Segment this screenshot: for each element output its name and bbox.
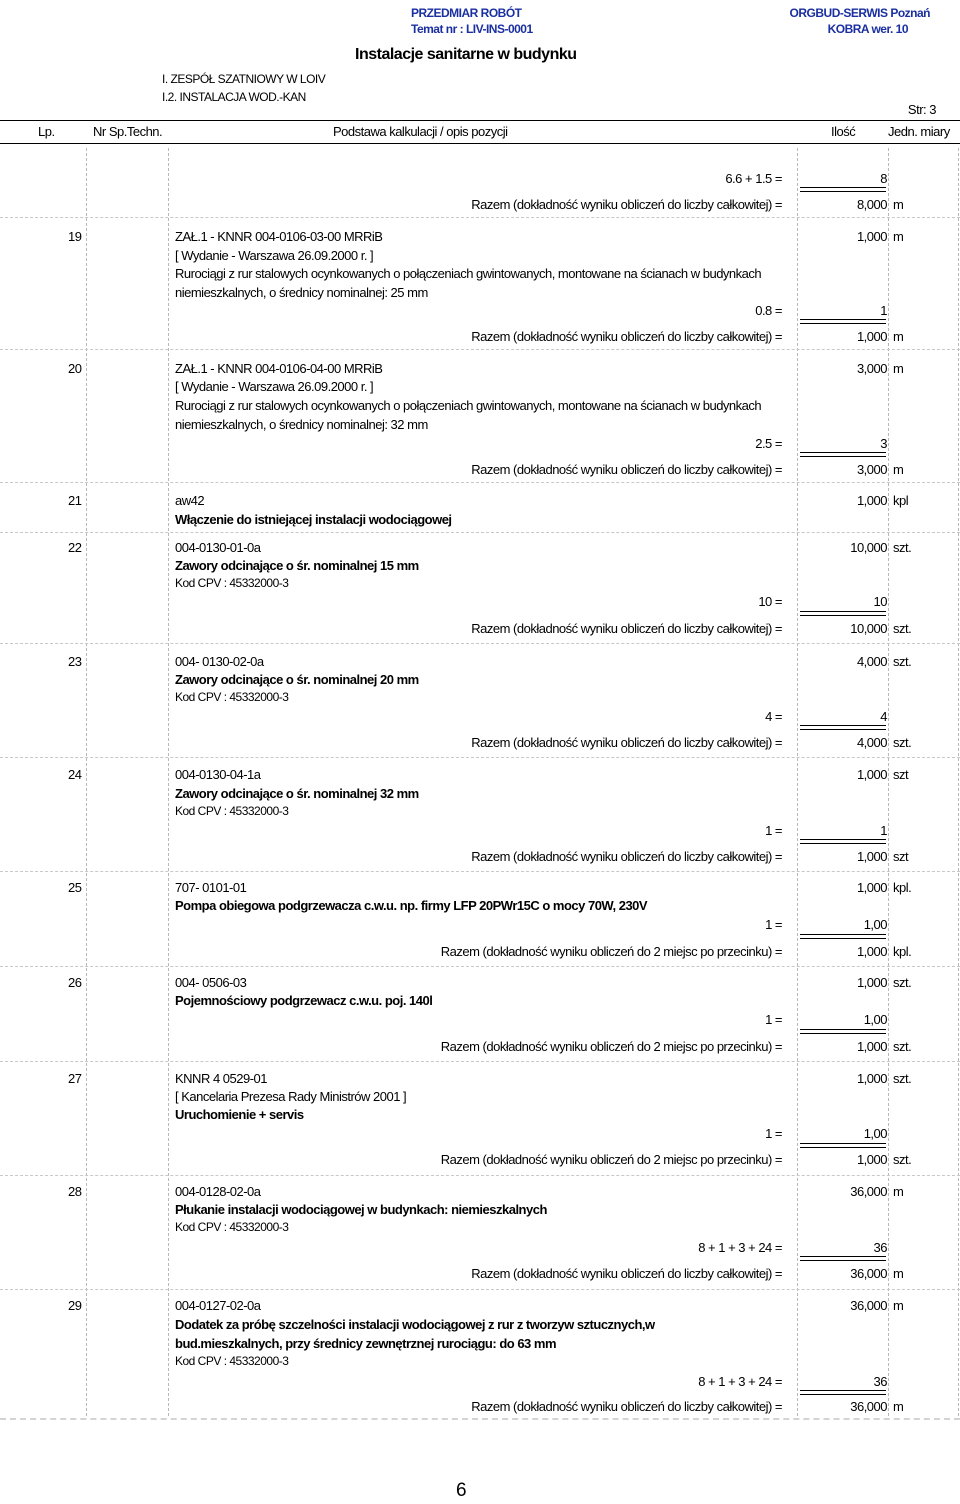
row-separator bbox=[0, 1175, 960, 1176]
item-code: 004- 0130-02-0a bbox=[175, 654, 264, 669]
calc-result: 10 bbox=[873, 594, 887, 609]
razem-quantity: 1,000 bbox=[856, 329, 887, 344]
razem-quantity: 10,000 bbox=[850, 621, 887, 636]
item-description: Dodatek za próbę szczelności instalacji wodociągowej z rur z tworzyw sztucznych,w bud.mieszkalnych, przy średnicy zewnętrznej rurociągu: do 63 mm bbox=[175, 1317, 655, 1351]
row-separator bbox=[0, 871, 960, 872]
page-number: 6 bbox=[456, 1480, 467, 1501]
sum-rule bbox=[800, 1390, 886, 1395]
item-quantity: 1,000 bbox=[856, 880, 887, 895]
calc-expression: 8 + 1 + 3 + 24 = bbox=[698, 1240, 782, 1255]
item-quantity: 10,000 bbox=[850, 540, 887, 555]
sum-rule bbox=[800, 934, 886, 939]
sum-rule bbox=[800, 611, 886, 616]
item-lp: 26 bbox=[68, 975, 82, 990]
item-unit: szt bbox=[893, 767, 909, 782]
row-separator bbox=[0, 1061, 960, 1062]
razem-unit: kpl. bbox=[893, 944, 912, 959]
sum-rule bbox=[800, 839, 886, 844]
razem-unit: szt bbox=[893, 849, 909, 864]
item-lp: 29 bbox=[68, 1298, 82, 1313]
company-name: ORGBUD-SERWIS Poznań bbox=[789, 6, 930, 20]
page-bottom-rule bbox=[0, 1418, 960, 1420]
razem-label: Razem (dokładność wyniku obliczeń do liczby całkowitej) = bbox=[471, 1399, 782, 1414]
item-lp: 28 bbox=[68, 1184, 82, 1199]
razem-unit: szt. bbox=[893, 1039, 912, 1054]
item-lp: 21 bbox=[68, 493, 82, 508]
item-quantity: 36,000 bbox=[850, 1298, 887, 1313]
razem-quantity: 1,000 bbox=[856, 1039, 887, 1054]
item-description: Uruchomienie + servis bbox=[175, 1107, 304, 1122]
razem-unit: m bbox=[893, 1399, 904, 1414]
item-cpv-code: Kod CPV : 45332000-3 bbox=[175, 804, 289, 818]
item-description: Płukanie instalacji wodociągowej w budynkach: niemieszkalnych bbox=[175, 1202, 547, 1217]
razem-unit: szt. bbox=[893, 621, 912, 636]
item-unit: kpl bbox=[893, 493, 909, 508]
item-reference: [ Wydanie - Warszawa 26.09.2000 r. ] bbox=[175, 248, 374, 263]
calc-result: 36 bbox=[873, 1240, 887, 1255]
item-code: aw42 bbox=[175, 493, 205, 508]
calc-result: 1 bbox=[880, 823, 887, 838]
item-cpv-code: Kod CPV : 45332000-3 bbox=[175, 576, 289, 590]
calc-expression: 4 = bbox=[765, 709, 782, 724]
razem-label: Razem (dokładność wyniku obliczeń do liczby całkowitej) = bbox=[471, 735, 782, 750]
group-label-2: I.2. INSTALACJA WOD.-KAN bbox=[162, 90, 306, 104]
row-separator bbox=[0, 966, 960, 967]
item-unit: szt. bbox=[893, 975, 912, 990]
item-lp: 27 bbox=[68, 1071, 82, 1086]
col-jedn: Jedn. miary bbox=[888, 124, 950, 139]
sum-rule bbox=[800, 319, 886, 324]
col-ilosc: Ilość bbox=[831, 124, 856, 139]
item-description: Zawory odcinające o śr. nominalnej 20 mm bbox=[175, 672, 419, 687]
item-lp: 20 bbox=[68, 361, 82, 376]
item-description: Zawory odcinające o śr. nominalnej 15 mm bbox=[175, 558, 419, 573]
razem-unit: szt. bbox=[893, 1152, 912, 1167]
razem-unit: m bbox=[893, 329, 904, 344]
calc-expression: 10 = bbox=[758, 594, 782, 609]
item-unit: m bbox=[893, 1298, 904, 1313]
row-separator bbox=[0, 757, 960, 758]
calc-expression: 1 = bbox=[765, 1012, 782, 1027]
razem-quantity: 36,000 bbox=[850, 1266, 887, 1281]
sum-rule bbox=[800, 1143, 886, 1148]
item-cpv-code: Kod CPV : 45332000-3 bbox=[175, 1354, 289, 1368]
item-quantity: 1,000 bbox=[856, 493, 887, 508]
item-quantity: 4,000 bbox=[856, 654, 887, 669]
row-separator bbox=[0, 482, 960, 483]
razem-label: Razem (dokładność wyniku obliczeń do liczby całkowitej) = bbox=[471, 329, 782, 344]
row-separator bbox=[0, 349, 960, 350]
calc-result: 36 bbox=[873, 1374, 887, 1389]
razem-unit: m bbox=[893, 1266, 904, 1281]
razem-label: Razem (dokładność wyniku obliczeń do liczby całkowitej) = bbox=[471, 849, 782, 864]
grid-col-divider bbox=[168, 148, 169, 1416]
razem-label: Razem (dokładność wyniku obliczeń do 2 miejsc po przecinku) = bbox=[440, 944, 782, 959]
razem-unit: m bbox=[893, 462, 904, 477]
item-unit: m bbox=[893, 1184, 904, 1199]
item-description: Rurociągi z rur stalowych ocynkowanych o połączeniach gwintowanych, montowane na ścianach w budynkach niemieszkalnych, o średnicy nominalnej: 32 mm bbox=[175, 398, 762, 432]
item-description: Rurociągi z rur stalowych ocynkowanych o połączeniach gwintowanych, montowane na ścianach w budynkach niemieszkalnych, o średnicy nominalnej: 25 mm bbox=[175, 266, 762, 300]
calc-expression: 2.5 = bbox=[755, 436, 782, 451]
item-code: 004-0130-04-1a bbox=[175, 767, 261, 782]
calc-expression: 8 + 1 + 3 + 24 = bbox=[698, 1374, 782, 1389]
grid-col-divider bbox=[888, 148, 889, 1416]
razem-label: Razem (dokładność wyniku obliczeń do liczby całkowitej) = bbox=[471, 1266, 782, 1281]
item-code: ZAŁ.1 - KNNR 004-0106-04-00 MRRiB bbox=[175, 361, 383, 376]
item-code: 707- 0101-01 bbox=[175, 880, 247, 895]
razem-quantity: 3,000 bbox=[856, 462, 887, 477]
calc-result: 3 bbox=[880, 436, 887, 451]
razem-label: Razem (dokładność wyniku obliczeń do liczby całkowitej) = bbox=[471, 197, 782, 212]
col-lp: Lp. bbox=[38, 124, 55, 139]
col-nr: Nr Sp.Techn. bbox=[93, 124, 163, 139]
item-reference: [ Kancelaria Prezesa Rady Ministrów 2001 ] bbox=[175, 1089, 407, 1104]
item-code: 004-0127-02-0a bbox=[175, 1298, 261, 1313]
page-label: Str: 3 bbox=[907, 102, 936, 117]
item-unit: m bbox=[893, 229, 904, 244]
project-topic: Temat nr : LIV-INS-0001 bbox=[411, 22, 533, 36]
item-unit: szt. bbox=[893, 1071, 912, 1086]
calc-result: 1 bbox=[880, 303, 887, 318]
grid-col-divider bbox=[958, 148, 959, 1416]
razem-unit: m bbox=[893, 197, 904, 212]
col-podstawa: Podstawa kalkulacji / opis pozycji bbox=[333, 124, 508, 139]
calc-result: 8 bbox=[880, 171, 887, 186]
razem-quantity: 8,000 bbox=[856, 197, 887, 212]
item-code: 004-0128-02-0a bbox=[175, 1184, 261, 1199]
item-quantity: 1,000 bbox=[856, 975, 887, 990]
sum-rule bbox=[800, 1256, 886, 1261]
razem-label: Razem (dokładność wyniku obliczeń do liczby całkowitej) = bbox=[471, 462, 782, 477]
item-code: KNNR 4 0529-01 bbox=[175, 1071, 267, 1086]
item-description: Pojemnościowy podgrzewacz c.w.u. poj. 140l bbox=[175, 993, 433, 1008]
item-reference: [ Wydanie - Warszawa 26.09.2000 r. ] bbox=[175, 379, 374, 394]
item-quantity: 1,000 bbox=[856, 767, 887, 782]
document-title: PRZEDMIAR ROBÓT bbox=[411, 6, 522, 20]
item-unit: kpl. bbox=[893, 880, 912, 895]
item-lp: 25 bbox=[68, 880, 82, 895]
sum-rule bbox=[800, 725, 886, 730]
row-separator bbox=[0, 1289, 960, 1290]
item-quantity: 1,000 bbox=[856, 1071, 887, 1086]
item-quantity: 1,000 bbox=[856, 229, 887, 244]
razem-label: Razem (dokładność wyniku obliczeń do 2 miejsc po przecinku) = bbox=[440, 1039, 782, 1054]
calc-result: 4 bbox=[880, 709, 887, 724]
item-code: 004-0130-01-0a bbox=[175, 540, 261, 555]
item-description: Zawory odcinające o śr. nominalnej 32 mm bbox=[175, 786, 419, 801]
sum-rule bbox=[800, 452, 886, 457]
item-lp: 19 bbox=[68, 229, 82, 244]
calc-result: 1,00 bbox=[863, 917, 887, 932]
calc-expression: 6.6 + 1.5 = bbox=[725, 171, 782, 186]
section-title: Instalacje sanitarne w budynku bbox=[355, 46, 577, 63]
calc-expression: 1 = bbox=[765, 1126, 782, 1141]
sum-rule bbox=[800, 1029, 886, 1034]
group-label-1: I. ZESPÓŁ SZATNIOWY W LOIV bbox=[162, 72, 326, 86]
item-unit: szt. bbox=[893, 540, 912, 555]
razem-label: Razem (dokładność wyniku obliczeń do 2 miejsc po przecinku) = bbox=[440, 1152, 782, 1167]
header-top-rule bbox=[0, 120, 960, 121]
razem-quantity: 1,000 bbox=[856, 849, 887, 864]
razem-quantity: 4,000 bbox=[856, 735, 887, 750]
item-unit: szt. bbox=[893, 654, 912, 669]
item-lp: 22 bbox=[68, 540, 82, 555]
item-quantity: 36,000 bbox=[850, 1184, 887, 1199]
razem-label: Razem (dokładność wyniku obliczeń do liczby całkowitej) = bbox=[471, 621, 782, 636]
item-lp: 23 bbox=[68, 654, 82, 669]
sum-rule bbox=[800, 187, 886, 192]
item-quantity: 3,000 bbox=[856, 361, 887, 376]
calc-expression: 0.8 = bbox=[755, 303, 782, 318]
header-bottom-rule bbox=[0, 143, 960, 144]
calc-expression: 1 = bbox=[765, 823, 782, 838]
item-cpv-code: Kod CPV : 45332000-3 bbox=[175, 690, 289, 704]
row-separator bbox=[0, 217, 960, 218]
razem-unit: szt. bbox=[893, 735, 912, 750]
item-code: 004- 0506-03 bbox=[175, 975, 247, 990]
calc-result: 1,00 bbox=[863, 1012, 887, 1027]
item-cpv-code: Kod CPV : 45332000-3 bbox=[175, 1220, 289, 1234]
razem-quantity: 1,000 bbox=[856, 1152, 887, 1167]
razem-quantity: 36,000 bbox=[850, 1399, 887, 1414]
row-separator bbox=[0, 643, 960, 644]
item-description: Pompa obiegowa podgrzewacza c.w.u. np. firmy LFP 20PWr15C o mocy 70W, 230V bbox=[175, 898, 648, 913]
calc-expression: 1 = bbox=[765, 917, 782, 932]
item-description: Włączenie do istniejącej instalacji wodociągowej bbox=[175, 512, 452, 527]
razem-quantity: 1,000 bbox=[856, 944, 887, 959]
row-separator bbox=[0, 532, 960, 533]
software-version: KOBRA wer. 10 bbox=[827, 22, 908, 36]
item-code: ZAŁ.1 - KNNR 004-0106-03-00 MRRiB bbox=[175, 229, 383, 244]
item-unit: m bbox=[893, 361, 904, 376]
grid-col-divider bbox=[86, 148, 87, 1416]
grid-col-divider bbox=[797, 148, 798, 1416]
item-lp: 24 bbox=[68, 767, 82, 782]
calc-result: 1,00 bbox=[863, 1126, 887, 1141]
